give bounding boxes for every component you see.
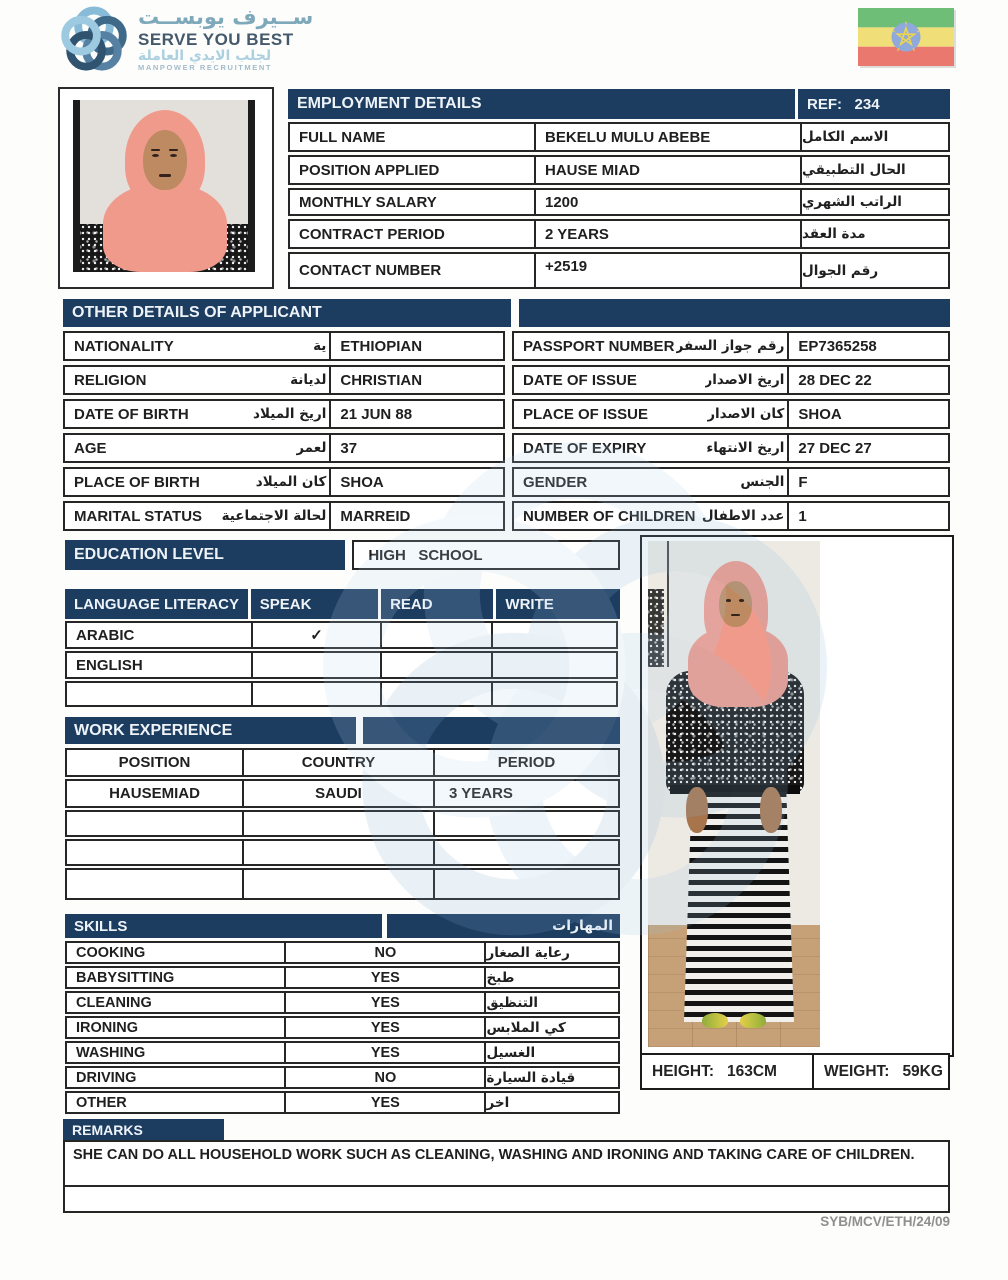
field-label: PASSPORT NUMBER [523,337,675,355]
portrait-face [143,130,187,190]
brand-tagline-english: MANPOWER RECRUITMENT [138,63,273,73]
period-value: 3 YEARS [433,779,620,808]
skills-title: SKILLS [65,914,382,938]
person-hand-left [686,787,708,833]
field-value: MARREID [329,501,505,531]
field-label: MARITAL STATUS [74,507,203,525]
other-details-title: OTHER DETAILS OF APPLICANT [63,299,511,327]
brand-text-block [138,6,338,73]
scan-artifact-patch [648,589,664,667]
field-label: PLACE OF BIRTH [74,473,200,491]
employment-details-title: EMPLOYMENT DETAILS [288,89,795,119]
skills-title-arabic: المهارات [387,914,620,938]
other-details-row [63,365,950,395]
language-name [65,681,253,707]
column-header-language: LANGUAGE LITERACY [65,589,248,619]
field-label-arabic: عدد الاطفال [701,508,785,524]
skill-value: YES [284,966,486,989]
column-header-country: COUNTRY [242,748,435,777]
field-label-arabic: كان الميلاد [255,474,327,490]
weight-label: WEIGHT: [824,1062,890,1080]
position-value [65,839,244,866]
employment-row [288,252,950,289]
employment-details-table [288,89,950,289]
read-checkbox [380,621,493,649]
field-label-arabic: اريخ الميلاد [253,406,327,422]
period-value [433,868,620,900]
document-code: SYB/MCV/ETH/24/09 [820,1214,950,1229]
person-face [719,581,752,627]
skill-label: DRIVING [65,1066,286,1089]
skills-table [65,914,620,1114]
field-label-arabic: الاسم الكامل [800,122,950,152]
applicant-full-photo [640,535,954,1057]
photo-edge-bar-left [73,100,80,272]
column-header-period: PERIOD [433,748,620,777]
skill-value: NO [284,1066,486,1089]
field-label-arabic: رقم جواز السفر [675,338,785,354]
skill-label: WASHING [65,1041,286,1064]
skill-label-arabic: اخر [484,1091,620,1114]
field-label-arabic: اريخ الاصدار [704,372,785,388]
skill-row [65,941,620,964]
field-label: POSITION APPLIED [288,155,536,185]
skill-label: IRONING [65,1016,286,1039]
field-value: 1200 [534,188,802,216]
speak-checkbox [251,681,382,707]
skill-label-arabic: الغسيل [484,1041,620,1064]
field-label: CONTRACT PERIOD [288,219,536,249]
work-experience-row [65,868,620,900]
height-label: HEIGHT: [652,1062,714,1080]
field-value: +2519 [534,252,802,289]
language-row [65,651,620,679]
skill-value: YES [284,991,486,1014]
field-label-arabic: مدة العقد [800,219,950,249]
field-label: AGE [74,439,107,457]
skill-label-arabic: كي الملابس [484,1016,620,1039]
physical-stats-bar [640,1053,950,1090]
skill-row [65,1016,620,1039]
employment-row [288,219,950,249]
logo-knot-icon [56,4,132,76]
field-value: 37 [329,433,505,463]
language-row [65,681,620,707]
remarks-text: SHE CAN DO ALL HOUSEHOLD WORK SUCH AS CLEANING, WASHING AND IRONING AND TAKING CARE OF CHILDREN. [63,1140,950,1187]
field-label: NUMBER OF CHILDREN [523,507,696,525]
skill-row [65,1091,620,1114]
column-header-position: POSITION [65,748,244,777]
speak-checkbox [251,651,382,679]
skill-value: NO [284,941,486,964]
other-details-row [63,467,950,497]
field-label: NATIONALITY [74,337,174,355]
field-label-arabic: لعمر [296,440,327,456]
period-value [433,839,620,866]
speak-checkbox: ✓ [251,621,382,649]
country-value [242,868,435,900]
photo-edge-bar-right [248,100,255,272]
education-level-value: HIGH SCHOOL [352,540,620,570]
other-details-title-bar-right [519,299,950,327]
column-header-read: READ [381,589,493,619]
skill-row [65,1041,620,1064]
skill-label: CLEANING [65,991,286,1014]
remarks-empty-row [63,1185,950,1213]
country-value [242,810,435,837]
work-experience-row [65,779,620,808]
employment-ref-number: REF: 234 [798,89,950,119]
column-header-write: WRITE [496,589,620,619]
field-value: 2 YEARS [534,219,802,249]
field-value: SHOA [787,399,950,429]
period-value [433,810,620,837]
field-label: RELIGION [74,371,147,389]
skill-label: BABYSITTING [65,966,286,989]
write-checkbox [491,651,618,679]
other-details-row [63,399,950,429]
other-details-row [63,501,950,531]
language-row [65,621,620,649]
field-value: BEKELU MULU ABEBE [534,122,802,152]
language-literacy-table [65,589,620,707]
country-value: SAUDI [242,779,435,808]
field-label-arabic: الجنس [740,474,785,490]
work-experience-title-bar-right [363,717,620,744]
height-value: 163CM [727,1062,777,1080]
column-header-speak: SPEAK [251,589,378,619]
other-details-section [63,299,950,531]
skill-row [65,966,620,989]
skill-value: YES [284,1016,486,1039]
skill-label-arabic: رعاية الصغار [484,941,620,964]
work-experience-row [65,839,620,866]
field-label: DATE OF ISSUE [523,371,637,389]
field-value: 1 [787,501,950,531]
person-shoe-right [740,1013,766,1028]
field-label: CONTACT NUMBER [288,252,536,289]
work-experience-title: WORK EXPERIENCE [65,717,356,744]
field-label-arabic: رقم الجوال [800,252,950,289]
employment-row [288,155,950,185]
skill-label: COOKING [65,941,286,964]
education-level-label: EDUCATION LEVEL [65,540,345,570]
write-checkbox [491,681,618,707]
skill-label-arabic: التنظيق [484,991,620,1014]
employment-row [288,122,950,152]
field-value: 28 DEC 22 [787,365,950,395]
field-label: PLACE OF ISSUE [523,405,649,423]
brand-tagline-arabic: لجلب الايدي العاملة [138,47,272,64]
write-checkbox [491,621,618,649]
field-label-arabic: كان الاصدار [707,406,785,422]
field-value: HAUSE MIAD [534,155,802,185]
weight-value: 59KG [902,1062,943,1080]
field-label-arabic: الحال التطبيقي [800,155,950,185]
field-value: SHOA [329,467,505,497]
other-details-row [63,433,950,463]
field-value: EP7365258 [787,331,950,361]
field-label-arabic: لديانة [290,372,327,388]
country-value [242,839,435,866]
field-label-arabic: لحالة الاجتماعية [221,508,327,524]
read-checkbox [380,681,493,707]
language-name: ARABIC [65,621,253,649]
other-details-row [63,331,950,361]
skill-value: YES [284,1041,486,1064]
position-value [65,810,244,837]
field-value: 21 JUN 88 [329,399,505,429]
field-value: ETHIOPIAN [329,331,505,361]
person-hand-right [760,787,782,833]
field-label: DATE OF EXPIRY [523,439,647,457]
field-label: DATE OF BIRTH [74,405,189,423]
field-label: FULL NAME [288,122,536,152]
skill-value: YES [284,1091,486,1114]
skill-row [65,1066,620,1089]
skill-row [65,991,620,1014]
remarks-title: REMARKS [63,1119,224,1140]
field-value: F [787,467,950,497]
scan-artifact-line [667,541,669,667]
education-level-section [65,540,620,570]
brand-name-arabic: ســيرف يوبســت [138,5,314,29]
employment-row [288,188,950,216]
position-value [65,868,244,900]
skill-label-arabic: قيادة السيارة [484,1066,620,1089]
position-value: HAUSEMIAD [65,779,244,808]
field-label: GENDER [523,473,588,491]
field-label: MONTHLY SALARY [288,188,536,216]
applicant-portrait-photo [58,87,274,289]
ethiopia-flag-icon [858,8,954,66]
read-checkbox [380,651,493,679]
brand-name-english: SERVE YOU BEST [138,29,294,49]
work-experience-row [65,810,620,837]
work-experience-table [65,717,620,900]
language-name: ENGLISH [65,651,253,679]
skill-label-arabic: طبخ [484,966,620,989]
field-label-arabic: ية [313,338,327,354]
skill-label: OTHER [65,1091,286,1114]
person-shoe-left [702,1013,728,1028]
field-label-arabic: الراتب الشهري [800,188,950,216]
field-label-arabic: اريخ الانتهاء [706,440,785,456]
field-value: 27 DEC 27 [787,433,950,463]
field-value: CHRISTIAN [329,365,505,395]
